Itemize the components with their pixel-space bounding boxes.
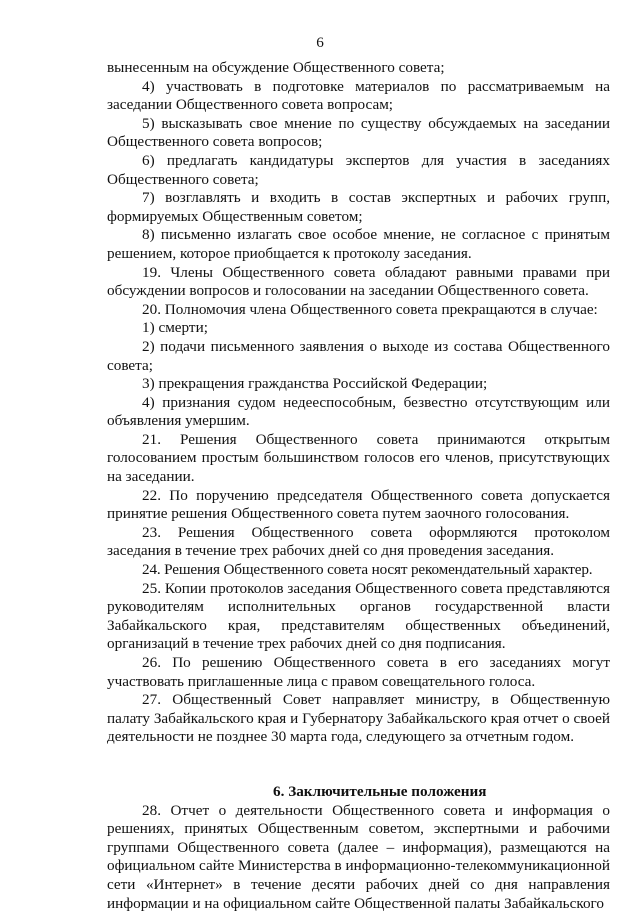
paragraph-clause-20-item-4: 4) признания судом недееспособным, безвестно отсутствующим или объявления умершим. (107, 393, 610, 430)
paragraph-item-5: 5) высказывать свое мнение по существу обсуждаемых на заседании Общественного совета вопросов; (107, 114, 610, 151)
page-number: 6 (316, 34, 324, 51)
paragraph-clause-20-item-2: 2) подачи письменного заявления о выходе из состава Общественного совета; (107, 337, 610, 374)
paragraph-clause-23: 23. Решения Общественного совета оформляются протоколом заседания в течение трех рабочих дней со дня проведения заседания. (107, 523, 610, 560)
paragraph-clause-25: 25. Копии протоколов заседания Общественного совета представляются руководителям исполнительных органов государственной власти Забайкальского края, представителям общественных объединений, организаций в течение трех рабочих дней со дня подписания. (107, 579, 610, 653)
paragraph-clause-28: 28. Отчет о деятельности Общественного совета и информация о решениях, принятых Общественным советом, экспертными и рабочими группами Общественного совета (далее – информация), размещаются на официальном сайте Министерства в информационно-телекоммуникационной сети «Интернет» в течение десяти рабочих дней со дня направления информации и на официальном сайте Общественной палаты Забайкальского (107, 801, 610, 912)
paragraph-item-4: 4) участвовать в подготовке материалов по рассматриваемым на заседании Общественного совета вопросам; (107, 77, 610, 114)
paragraph-clause-22: 22. По поручению председателя Общественного совета допускается принятие решения Общественного совета путем заочного голосования. (107, 486, 610, 523)
paragraph-item-6: 6) предлагать кандидатуры экспертов для участия в заседаниях Общественного совета; (107, 151, 610, 188)
paragraph-clause-19: 19. Члены Общественного совета обладают равными правами при обсуждении вопросов и голосовании на заседании Общественного совета. (107, 263, 610, 300)
paragraph-clause-20: 20. Полномочия члена Общественного совета прекращаются в случае: (142, 300, 598, 318)
paragraph-clause-26: 26. По решению Общественного совета в его заседаниях могут участвовать приглашенные лица с правом совещательного голоса. (107, 654, 610, 690)
paragraph-continuation: вынесенным на обсуждение Общественного совета; (107, 59, 445, 76)
paragraph-clause-24: 24. Решения Общественного совета носят рекомендательный характер. (142, 561, 593, 579)
paragraph-clause-21: 21. Решения Общественного совета принимаются открытым голосованием простым большинством голосов его членов, присутствующих на заседании. (107, 430, 610, 486)
paragraph-clause-20-item-3: 3) прекращения гражданства Российской Федерации; (142, 375, 488, 393)
paragraph-clause-20-item-1: 1) смерти; (142, 319, 208, 337)
paragraph-item-8: 8) письменно излагать свое особое мнение, не согласное с принятым решением, которое приобщается к протоколу заседания. (107, 226, 610, 262)
paragraph-item-7: 7) возглавлять и входить в состав экспертных и рабочих групп, формируемых Общественным советом; (107, 189, 610, 225)
document-body (107, 59, 610, 913)
section-heading: 6. Заключительные положения (273, 782, 487, 800)
paragraph-clause-27: 27. Общественный Совет направляет министру, в Общественную палату Забайкальского края и Губернатору Забайкальского края отчет о своей деятельности не позднее 30 марта года, следующего за отчетным годом. (107, 691, 610, 746)
